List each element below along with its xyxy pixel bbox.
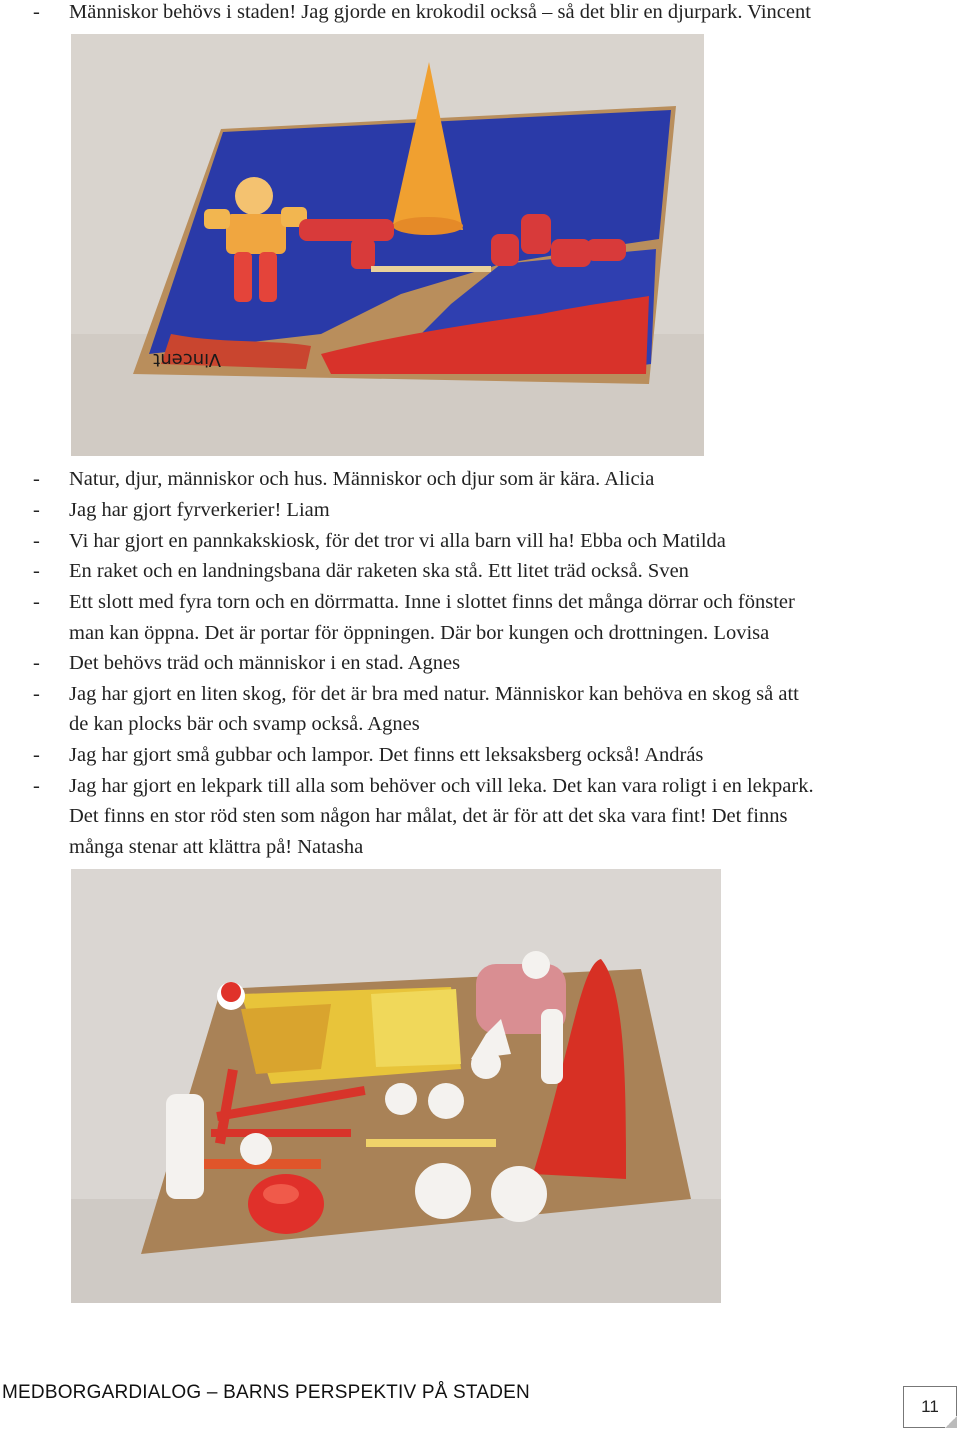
bullet-dash: - xyxy=(33,591,40,613)
bullet-dash: - xyxy=(33,1,40,23)
list-item-text: de kan plocks bär och svamp också. Agnes xyxy=(69,713,420,735)
list-item-text: Jag har gjort en lekpark till alla som behöver och vill leka. Det kan vara roligt i en lekpark. xyxy=(69,775,814,797)
footer-title: MEDBORGARDIALOG – BARNS PERSPEKTIV PÅ STADEN xyxy=(2,1382,530,1403)
page-number: 11 xyxy=(921,1397,939,1416)
list-item-text: Jag har gjort fyrverkerier! Liam xyxy=(69,499,330,521)
bullet-dash: - xyxy=(33,530,40,552)
bullet-dash: - xyxy=(33,499,40,521)
list-item-text: Vi har gjort en pannkakskiosk, för det tror vi alla barn vill ha! Ebba och Matilda xyxy=(69,530,726,552)
list-item-text: En raket och en landningsbana där raketen ska stå. Ett litet träd också. Sven xyxy=(69,560,689,582)
list-item-text: man kan öppna. Det är portar för öppningen. Där bor kungen och drottningen. Lovisa xyxy=(69,622,770,644)
bullet-dash: - xyxy=(33,683,40,705)
photo-vincent-model xyxy=(71,34,704,456)
list-item-text: många stenar att klättra på! Natasha xyxy=(69,836,364,858)
list-item-text: Det behövs träd och människor i en stad. Agnes xyxy=(69,652,461,674)
bullet-dash: - xyxy=(33,652,40,674)
page-number-box xyxy=(903,1386,957,1428)
bullet-dash: - xyxy=(33,468,40,490)
list-item-text: Jag har gjort små gubbar och lampor. Det finns ett leksaksberg också! András xyxy=(69,744,704,766)
intro-item-text: Människor behövs i staden! Jag gjorde en krokodil också – så det blir en djurpark. Vincent xyxy=(69,1,811,23)
list-item-text: Jag har gjort en liten skog, för det är bra med natur. Människor kan behöva en skog så att xyxy=(69,683,799,705)
photo-playground-model xyxy=(71,869,721,1303)
list-item-text: Det finns en stor röd sten som någon har målat, det är för att det ska vara fint! Det finns xyxy=(69,805,788,827)
signature-text: Vincent xyxy=(153,349,221,370)
bullet-dash: - xyxy=(33,744,40,766)
list-item-text: Natur, djur, människor och hus. Människor och djur som är kära. Alicia xyxy=(69,468,655,490)
bullet-dash: - xyxy=(33,775,40,797)
bullet-dash: - xyxy=(33,560,40,582)
list-item-text: Ett slott med fyra torn och en dörrmatta. Inne i slottet finns det många dörrar och fönster xyxy=(69,591,795,613)
